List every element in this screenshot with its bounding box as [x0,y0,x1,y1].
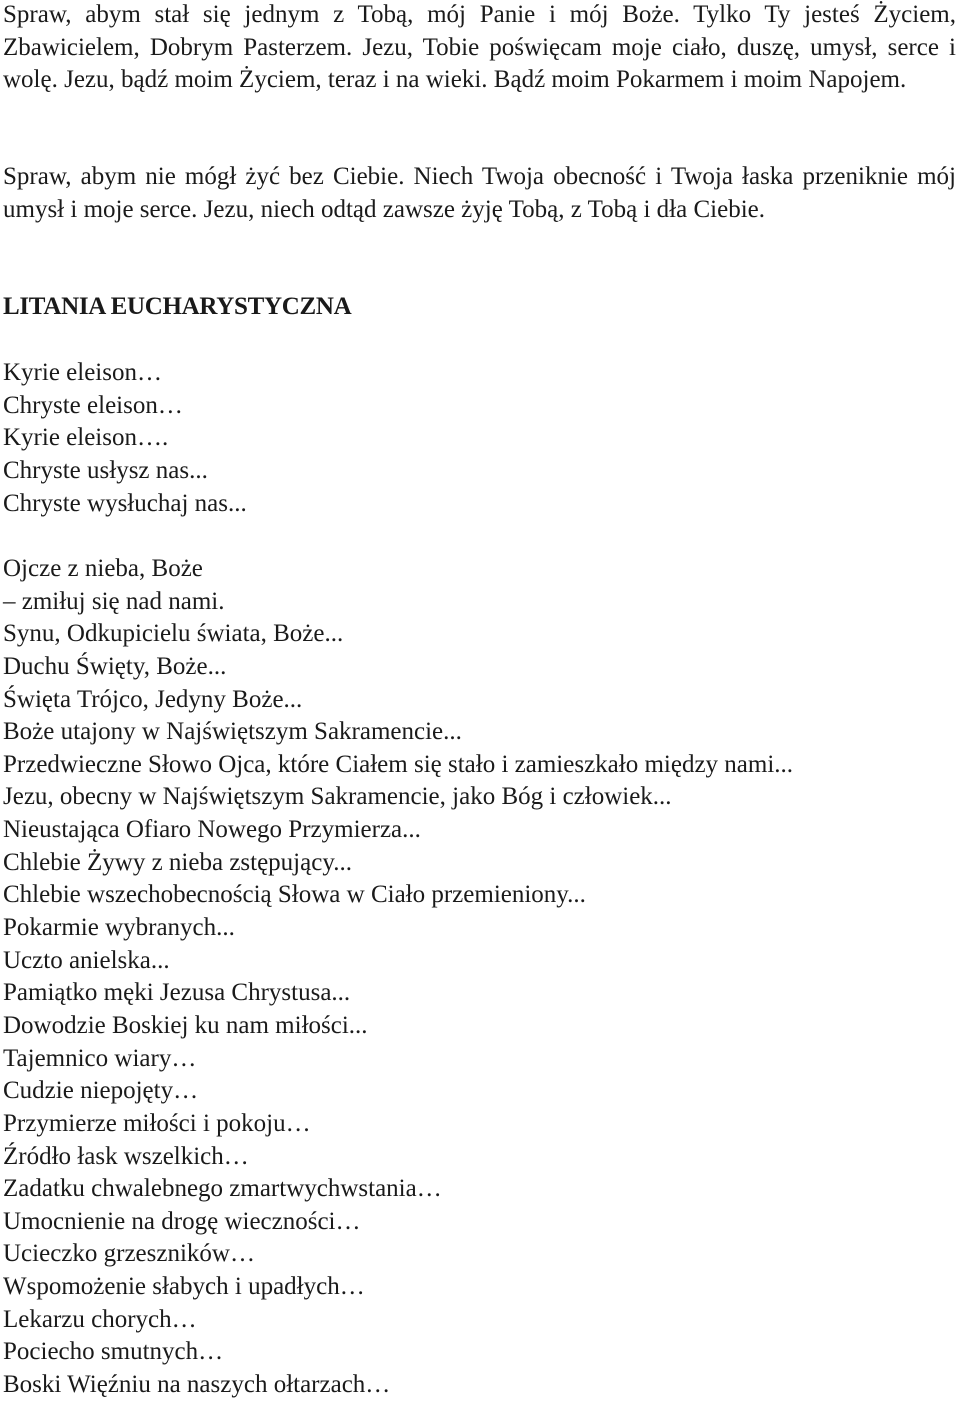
invocation-line: Dowodzie Boskiej ku nam miłości... [3,1011,368,1039]
invocation-line: Pamiątko męki Jezusa Chrystusa... [3,979,351,1007]
invocation-line: Nieustająca Ofiaro Nowego Przymierza... [3,816,421,844]
invocation-line: Cudzie niepojęty… [3,1077,199,1105]
invocation-line: Chlebie Żywy z nieba zstępujący... [3,848,352,876]
invocation-line: Umocnienie na drogę wieczności… [3,1207,361,1235]
kyrie-list [3,357,958,520]
invocation-line: Jezu, obecny w Najświętszym Sakramencie, jako Bóg i człowiek... [3,783,672,811]
invocation-line: Pociecho smutnych… [3,1338,224,1366]
kyrie-line: Chryste wysłuchaj nas... [3,489,247,517]
kyrie-line: Kyrie eleison… [3,359,162,386]
invocation-line: Pokarmie wybranych... [3,914,235,942]
invocation-line: Tajemnico wiary… [3,1044,197,1072]
prayer-paragraph: Spraw, abym stał się jednym z Tobą, mój Panie i mój Boże. Tylko Ty jesteś Życiem, Zbawicielem, Dobrym Pasterzem. Jezu, Tobie poświęcam moje ciało, duszę, umysł, serce i wolę. Jezu, bądź moim Życiem, teraz i na wieki. Bądź moim Pokarmem i moim Napojem. [3,1,956,93]
invocation-line: Przedwieczne Słowo Ojca, które Ciałem się stało i zamieszkało między nami... [3,750,794,778]
kyrie-line: Chryste usłysz nas... [3,456,208,484]
invocation-line: Synu, Odkupicielu świata, Boże... [3,620,344,648]
invocation-line: Lekarzu chorych… [3,1305,197,1333]
invocation-line: Źródło łask wszelkich… [3,1142,249,1170]
invocation-line: Ucieczko grzeszników… [3,1240,255,1268]
invocation-line: Przymierze miłości i pokoju… [3,1109,311,1137]
invocation-line: Ojcze z nieba, Boże [3,555,203,582]
kyrie-line: Chryste eleison… [3,391,183,419]
invocation-line: Boski Więźniu na naszych ołtarzach… [3,1371,391,1399]
invocation-line: Boże utajony w Najświętszym Sakramencie... [3,718,462,746]
invocation-line: Zadatku chwalebnego zmartwychwstania… [3,1175,442,1203]
prayer-paragraph: Spraw, abym nie mógł żyć bez Ciebie. Niech Twoja obecność i Twoja łaska przeniknie mój umysł i moje serce. Jezu, niech odtąd zawsze żyję Tobą, z Tobą i dła Ciebie. [3,163,956,223]
invocation-line: Święta Trójco, Jedyny Boże... [3,685,303,713]
invocation-line: Chlebie wszechobecnością Słowa w Ciało przemieniony... [3,881,586,909]
invocation-line: Uczto anielska... [3,946,170,974]
response-line: – zmiłuj się nad nami. [3,587,225,615]
kyrie-line: Kyrie eleison…. [3,424,169,452]
invocation-line: Duchu Święty, Boże... [3,652,227,680]
litany-heading: LITANIA EUCHARYSTYCZNA [3,293,352,320]
invocation-list [3,553,958,1402]
invocation-line: Wspomożenie słabych i upadłych… [3,1273,365,1301]
